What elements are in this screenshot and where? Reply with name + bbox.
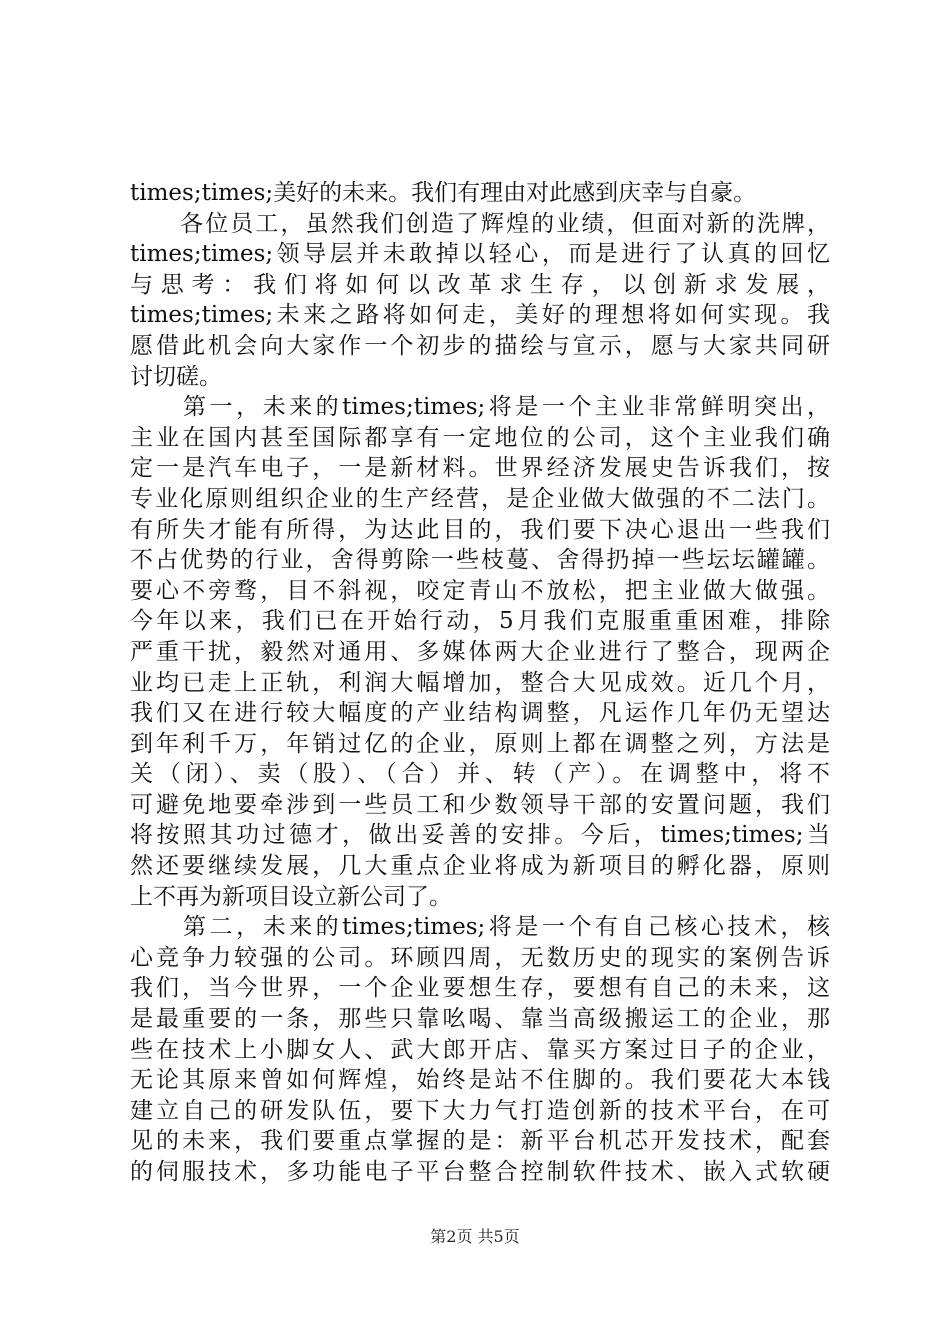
- text-line: 见的未来，我们要重点掌握的是：新平台机芯开发技术，配套: [130, 1128, 830, 1155]
- text-line: 关（闭）、卖（股）、（合）并、转（产）。在调整中，将不: [130, 761, 830, 788]
- text-line: 要心不旁骛，目不斜视，咬定青山不放松，把主业做大做强。: [130, 577, 830, 604]
- text-line: 严重干扰，毅然对通用、多媒体两大企业进行了整合，现两企: [130, 638, 830, 665]
- document-body: [130, 178, 830, 1188]
- text-line: 第二，未来的times;times;将是一个有自己核心技术，核: [130, 914, 830, 941]
- text-line: 到年利千万，年销过亿的企业，原则上都在调整之列，方法是: [130, 730, 830, 757]
- text-line: 讨切磋。: [130, 363, 222, 390]
- text-line: 上不再为新项目设立新公司了。: [130, 883, 452, 910]
- text-line: 与思考：我们将如何以改革求生存，以创新求发展，: [130, 271, 830, 298]
- text-line: 无论其原来曾如何辉煌，始终是站不住脚的。我们要花大本钱: [130, 1067, 830, 1094]
- text-line: 定一是汽车电子，一是新材料。世界经济发展史告诉我们，按: [130, 455, 830, 482]
- text-line: 建立自己的研发队伍，要下大力气打造创新的技术平台，在可: [130, 1097, 830, 1124]
- text-line: 主业在国内甚至国际都享有一定地位的公司，这个主业我们确: [130, 424, 830, 451]
- text-line: 第一，未来的times;times;将是一个主业非常鲜明突出，: [130, 394, 830, 421]
- text-line: 可避免地要牵涉到一些员工和少数领导干部的安置问题，我们: [130, 791, 830, 818]
- text-line: 将按照其功过德才，做出妥善的安排。今后，times;times;当: [130, 822, 830, 849]
- text-line: 愿借此机会向大家作一个初步的描绘与宣示，愿与大家共同研: [130, 332, 830, 359]
- text-line: 各位员工，虽然我们创造了辉煌的业绩，但面对新的洗牌，: [130, 210, 830, 237]
- text-line: 不占优势的行业，舍得剪除一些枝蔓、舍得扔掉一些坛坛罐罐。: [130, 547, 830, 574]
- text-line: 有所失才能有所得，为达此目的，我们要下决心退出一些我们: [130, 516, 830, 543]
- text-line: 是最重要的一条，那些只靠吆喝、靠当高级搬运工的企业，那: [130, 1006, 830, 1033]
- page-footer: 第2页 共5页: [430, 1227, 520, 1246]
- text-line: times;times;美好的未来。我们有理由对此感到庆幸与自豪。: [130, 180, 757, 206]
- text-line: 我们又在进行较大幅度的产业结构调整，凡运作几年仍无望达: [130, 700, 830, 727]
- text-line: 些在技术上小脚女人、武大郎开店、靠买方案过日子的企业，: [130, 1036, 830, 1063]
- text-line: 业均已走上正轨，利润大幅增加，整合大见成效。近几个月，: [130, 669, 830, 696]
- text-line: 心竞争力较强的公司。环顾四周，无数历史的现实的案例告诉: [130, 944, 830, 971]
- text-line: times;times;领导层并未敢掉以轻心，而是进行了认真的回忆: [130, 241, 830, 268]
- text-line: times;times;未来之路将如何走，美好的理想将如何实现。我: [130, 302, 830, 329]
- text-line: 今年以来，我们已在开始行动，5月我们克服重重困难，排除: [130, 608, 830, 635]
- text-line: 的伺服技术，多功能电子平台整合控制软件技术、嵌入式软硬: [130, 1159, 830, 1185]
- text-line: 我们，当今世界，一个企业要想生存，要想有自己的未来，这: [130, 975, 830, 1002]
- text-line: 专业化原则组织企业的生产经营，是企业做大做强的不二法门。: [130, 485, 830, 512]
- text-line: 然还要继续发展，几大重点企业将成为新项目的孵化器，原则: [130, 853, 830, 880]
